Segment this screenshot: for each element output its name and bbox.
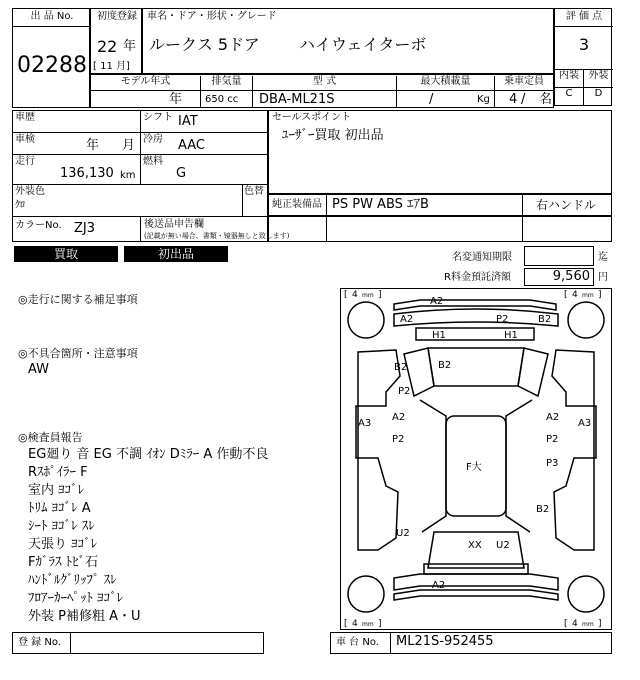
mark-h1-right: H1	[504, 330, 518, 341]
right-body	[552, 350, 596, 550]
mark-right-rear-p3: P3	[546, 458, 559, 469]
color-no: ZJ3	[74, 221, 96, 236]
car-name-box	[142, 8, 554, 74]
spec-col-line	[396, 90, 397, 108]
spec-row	[90, 74, 554, 108]
shift: IAT	[178, 114, 198, 129]
car-name: ルークス 5ドア	[149, 35, 260, 54]
tire-mark: [	[564, 290, 568, 300]
mark-left-front: A2	[400, 314, 414, 325]
spec-col-line	[252, 90, 253, 108]
type-code: DBA-ML21S	[259, 92, 335, 107]
report-line: ﾌﾛｱｰｶｰﾍﾟｯﾄ ﾖｺﾞﾚ	[28, 591, 124, 606]
notice-label: 名変通知期限	[452, 252, 512, 263]
mark-rear-bumper-a2: A2	[432, 580, 446, 591]
mark-tail-xx: XX	[468, 540, 482, 551]
capacity-label: 乗車定員	[504, 76, 544, 87]
color-no-label: カラーNo.	[15, 220, 62, 231]
score-label: 評 価 点	[555, 11, 613, 27]
mark-right-door-a3: A3	[578, 418, 592, 429]
inspection-year: 年	[86, 138, 100, 153]
ac-label: 冷房	[143, 134, 163, 145]
score: 3	[578, 35, 590, 54]
defects-label: ◎不具合箇所・注意事項	[18, 347, 138, 360]
displacement-label: 排気量	[201, 76, 253, 90]
mark-h1-left: H1	[432, 330, 446, 341]
cabin-b	[518, 348, 548, 396]
sales-point-label: セールスポイント	[272, 112, 352, 123]
reg-no-label: 登 録 No.	[18, 637, 61, 648]
left-body	[356, 350, 400, 550]
tire-rear-left	[348, 576, 384, 612]
mark-right-rear-b2: B2	[536, 504, 550, 515]
year-unit: 年	[123, 39, 137, 54]
report-line: Rｽﾎﾟｲﾗｰ F	[28, 465, 88, 480]
tire-rear-right	[568, 576, 604, 612]
mark-right-door-a2: A2	[546, 412, 560, 423]
era-year: 22	[97, 37, 118, 56]
driving-label: ◎走行に関する補足事項	[18, 293, 138, 306]
notice-box	[524, 246, 594, 266]
history-label: 車歴	[15, 112, 35, 123]
chassis-divider	[390, 632, 391, 654]
mark-left-door-a2: A2	[392, 412, 406, 423]
tire-mark: [	[344, 290, 348, 300]
report-line: EG廻り 音 EG 不調 ｲｵﾝ Dﾐﾗｰ A 作動不良	[28, 447, 269, 462]
ac: AAC	[178, 138, 205, 153]
mileage: 136,130	[60, 166, 114, 181]
tire-mark: 4	[352, 619, 358, 629]
details-hline	[12, 184, 268, 185]
mark-front-bumper: A2	[430, 296, 444, 307]
interior-label: 内装	[555, 69, 584, 87]
tire-mark: ]	[378, 290, 382, 300]
recycle-value: 9,560	[552, 269, 590, 284]
equipment-vline	[522, 194, 523, 216]
mark-right-fender-b: B2	[438, 360, 452, 371]
mileage-label: 走行	[15, 156, 35, 167]
tire-mark: [	[564, 619, 568, 629]
docs-extra-vline	[326, 216, 327, 242]
first-reg-box	[90, 8, 142, 74]
rear-bumper	[394, 574, 558, 590]
roof-left-pillar	[420, 400, 446, 532]
exterior-label: 外装	[584, 69, 613, 87]
defects-value: AW	[28, 362, 50, 377]
tire-mark: mm	[362, 621, 374, 628]
month-bracket: [ 11 月]	[93, 61, 130, 72]
chassis-no: ML21S-952455	[396, 634, 494, 649]
purchase-bar: 買取	[14, 246, 118, 262]
mark-left-door-p2: P2	[392, 434, 405, 445]
report-line: 天張り ﾖｺﾞﾚ	[28, 537, 98, 552]
displacement: 650 cc	[205, 94, 239, 105]
tire-mark: 4	[352, 290, 358, 300]
chassis-label: 車 台 No.	[336, 637, 379, 648]
mark-left-rear-u2: U2	[396, 528, 410, 539]
report-line: 外装 P補修粗 A・U	[28, 609, 141, 624]
max-load-label: 最大積載量	[397, 76, 495, 90]
color-label: 外装色	[15, 186, 45, 197]
color-change-label: 色替	[244, 186, 264, 197]
sales-point: ﾕｰｻﾞｰ買取 初出品	[282, 128, 384, 143]
model-year-unit: 年	[169, 92, 183, 107]
details-vline	[242, 184, 243, 216]
lot-no: 02288	[17, 53, 87, 78]
mark-left-door-a3: A3	[358, 418, 372, 429]
tire-mark: mm	[582, 292, 594, 299]
equipment-label: 純正装備品	[272, 199, 322, 210]
type-label: 型 式	[253, 76, 397, 90]
tire-front-left	[348, 302, 384, 338]
color: ｸﾛ	[15, 200, 25, 211]
fuel-label: 燃料	[143, 156, 163, 167]
capacity-sep: /	[521, 92, 526, 107]
report-line: ｼｰﾄ ﾖｺﾞﾚ ｽﾚ	[28, 519, 95, 534]
reg-no-divider	[70, 632, 71, 654]
report-line: ﾊﾝﾄﾞﾙｸﾞﾘｯﾌﾟ ｽﾚ	[28, 573, 117, 588]
score-box	[554, 8, 612, 106]
interior-grade: C	[555, 87, 584, 105]
mark-roof: F大	[466, 462, 482, 473]
inspector-label: ◎検査員報告	[18, 431, 83, 444]
tire-mark: [	[344, 619, 348, 629]
spec-divider	[90, 90, 554, 91]
tire-mark: mm	[582, 621, 594, 628]
spec-col-line	[200, 90, 201, 108]
steering: 右ハンドル	[536, 198, 597, 212]
mark-left-fender-b: B2	[394, 362, 408, 373]
inspection-month: 月	[122, 138, 136, 153]
mark-right-front: B2	[538, 314, 552, 325]
report-line: 室内 ﾖｺﾞﾚ	[28, 483, 85, 498]
exterior-grade: D	[584, 87, 613, 105]
lot-no-box	[12, 8, 90, 108]
docs-note: (記載が無い場合、書類・镜器無しと致します)	[144, 232, 290, 240]
damage-diagram	[340, 288, 612, 630]
tire-mark: 4	[572, 619, 578, 629]
details-vline	[140, 216, 141, 242]
max-load-sep: /	[429, 92, 434, 107]
notice-unit: 迄	[598, 252, 608, 263]
mark-right-door-p2: P2	[546, 434, 559, 445]
mileage-unit: km	[120, 170, 136, 181]
capacity-unit: 名	[539, 92, 553, 107]
docs-label: 後送品申告欄	[144, 219, 204, 230]
mark-center-front: P2	[496, 314, 509, 325]
model-year-label: モデル年式	[91, 76, 201, 90]
mark-tail-u2: U2	[496, 540, 510, 551]
report-line: Fｶﾞﾗｽ ﾄﾋﾞ石	[28, 555, 99, 570]
first-listing-bar: 初出品	[124, 246, 228, 262]
capacity: 4	[509, 92, 518, 107]
tail-panel	[424, 564, 528, 574]
recycle-label: R料金預託済額	[444, 272, 511, 283]
tire-mark: 4	[572, 290, 578, 300]
car-name-label: 車名・ドア・形状・グレード	[147, 11, 277, 22]
recycle-unit: 円	[598, 272, 608, 283]
shift-label: シフト	[143, 112, 173, 123]
front-body	[394, 309, 558, 326]
lot-no-label: 出 品 No.	[13, 11, 91, 27]
mark-left-fender-p: P2	[398, 386, 411, 397]
equipment: PS PW ABS ｴｱB	[332, 197, 429, 212]
report-line: ﾄﾘﾑ ﾖｺﾞﾚ A	[28, 501, 91, 516]
inspection-label: 車検	[15, 134, 35, 145]
tire-mark: ]	[378, 619, 382, 629]
docs-extra-vline	[522, 216, 523, 242]
tire-mark: ]	[598, 619, 602, 629]
details-vline	[140, 110, 141, 184]
first-reg-label: 初度登録	[97, 11, 137, 22]
roof-right-pillar	[506, 400, 532, 532]
fuel: G	[176, 166, 187, 181]
docs-extra-box	[268, 216, 612, 242]
tire-front-right	[568, 302, 604, 338]
equipment-vline	[326, 194, 327, 216]
max-load-unit: Kg	[477, 94, 490, 105]
rear-bumper-lower	[394, 590, 558, 600]
spec-col-line	[494, 90, 495, 108]
tire-mark: ]	[598, 290, 602, 300]
grade: ハイウェイターボ	[299, 35, 427, 54]
tire-mark: mm	[362, 292, 374, 299]
